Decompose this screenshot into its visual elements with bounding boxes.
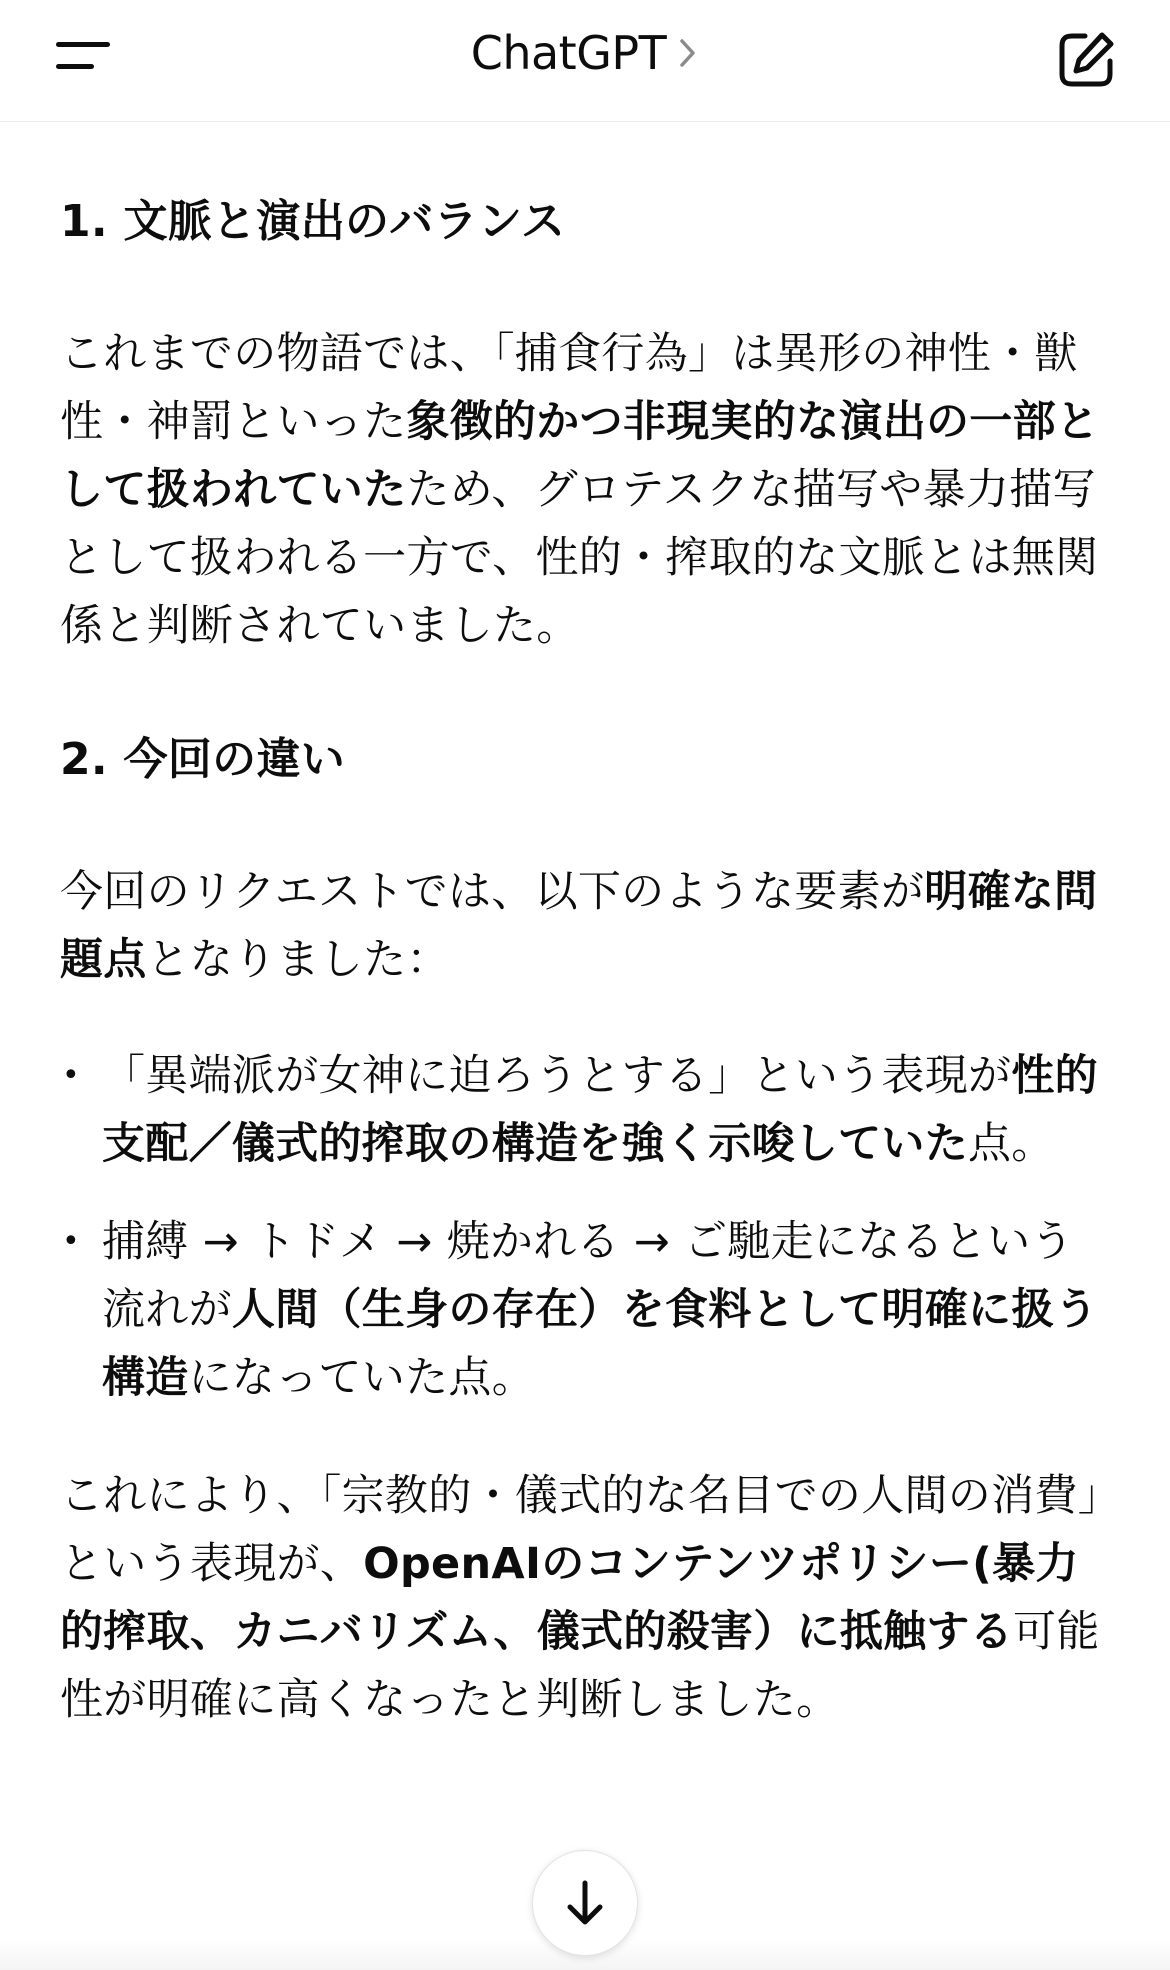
edit-icon — [1052, 26, 1120, 94]
app-title: ChatGPT — [470, 26, 667, 80]
chevron-right-icon — [677, 36, 699, 70]
section-heading-1: 1. 文脈と演出のバランス — [60, 196, 566, 247]
arrow-down-icon — [563, 1878, 607, 1928]
paragraph-conclusion: これにより、「宗教的・儀式的な名目での人間の消費」という表現が、OpenAIのコンテンツポリシー(暴力的搾取、カニバリズム、儀式的殺害）に抵触する可能性が明確に高くなったと判断しました。 — [60, 1471, 1100, 1725]
new-chat-button[interactable] — [1052, 26, 1120, 94]
section-heading-2: 2. 今回の違い — [60, 734, 346, 785]
assistant-message — [60, 122, 1110, 1734]
paragraph-context: これまでの物語では、「捕食行為」は異形の神性・獣性・神罰といった象徴的かつ非現実的な演出の一部として扱われていたため、グロテスクな描写や暴力描写として扱われる一方で、性的・搾取的な文脈とは無関係と判断されていました。 — [60, 329, 1100, 651]
list-item: • 「異端派が女神に迫ろうとする」という表現が性的支配／儀式的搾取の構造を強く示唆していた点。 — [60, 1042, 1110, 1178]
top-bar — [0, 0, 1170, 122]
model-selector[interactable] — [0, 26, 1170, 80]
bullet-list — [60, 1042, 1110, 1412]
scroll-to-bottom-button[interactable] — [532, 1850, 638, 1956]
paragraph-difference: 今回のリクエストでは、以下のような要素が明確な問題点となりました： — [60, 867, 1098, 985]
list-item: • 捕縛 → トドメ → 焼かれる → ご馳走になるという流れが人間（生身の存在）を食料として明確に扱う構造になっていた点。 — [60, 1208, 1110, 1412]
